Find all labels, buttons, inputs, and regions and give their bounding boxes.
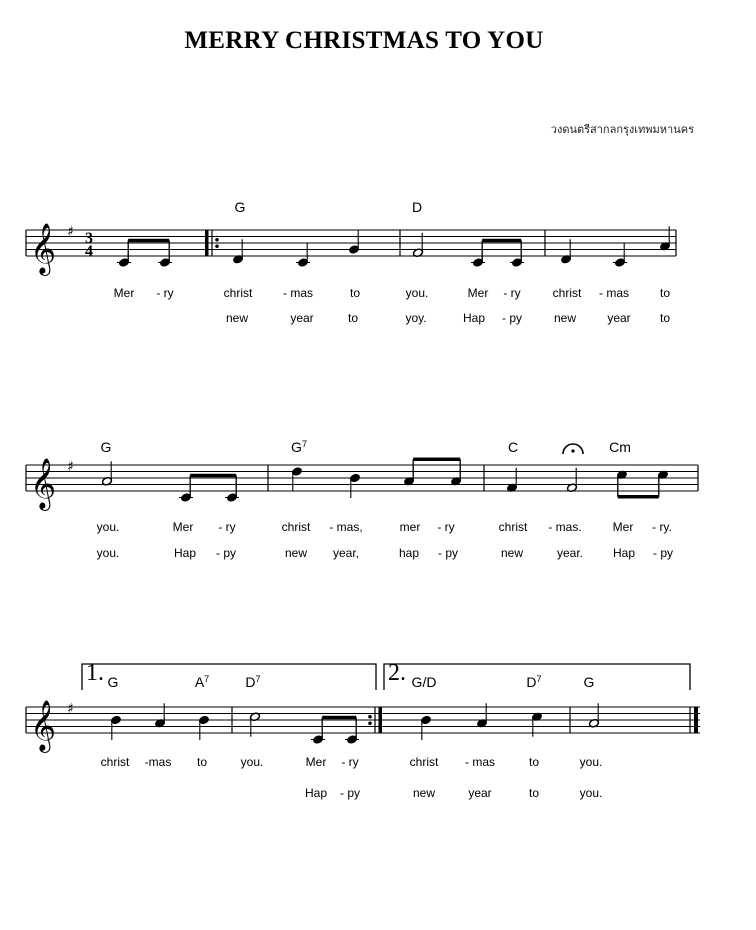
- lyric-syllable: -mas: [144, 755, 172, 769]
- time-signature-bottom: 4: [85, 243, 93, 260]
- lyric-syllable: Hap: [612, 546, 636, 560]
- repeat-thick-bar: [379, 707, 383, 733]
- lyric-syllable: you.: [96, 520, 120, 534]
- lyric-syllable: christ: [498, 520, 528, 534]
- chord-symbol: D: [411, 199, 423, 215]
- arranger-credit: วงดนตรีสากลกรุงเทพมหานคร: [550, 123, 694, 136]
- lyric-syllable: you.: [240, 755, 264, 769]
- lyric-syllable: Mer: [172, 520, 194, 534]
- lyric-syllable: year,: [332, 546, 360, 560]
- fermata-dot: [571, 449, 574, 452]
- chord-symbol: G: [583, 674, 595, 690]
- first-ending-bracket: [82, 664, 376, 690]
- lyric-syllable: to: [528, 755, 540, 769]
- time-signature-top: 3: [85, 230, 93, 247]
- lyric-syllable: you.: [579, 786, 603, 800]
- lyric-syllable: you.: [579, 755, 603, 769]
- lyric-syllable: - py: [215, 546, 237, 560]
- lyric-syllable: - ry.: [652, 520, 672, 534]
- lyric-syllable: - mas,: [329, 520, 363, 534]
- lyric-syllable: new: [500, 546, 524, 560]
- song-title: MERRY CHRISTMAS TO YOU: [184, 27, 544, 54]
- lyric-syllable: - ry: [218, 520, 236, 534]
- treble-clef: 𝄞: [30, 458, 57, 509]
- lyric-syllable: Mer: [113, 286, 135, 300]
- lyric-syllable: christ: [223, 286, 253, 300]
- chord-symbol: G/D: [411, 674, 437, 690]
- lyric-syllable: Mer: [612, 520, 634, 534]
- lyric-syllable: christ: [552, 286, 582, 300]
- chord-symbol: Cm: [609, 439, 631, 455]
- first-ending-label: 1.: [86, 660, 104, 686]
- lyric-syllable: Mer: [305, 755, 327, 769]
- repeat-dot: [215, 244, 219, 248]
- key-signature-sharp: ♯: [67, 701, 74, 717]
- lyric-syllable: year: [468, 786, 492, 800]
- lyric-syllable: - py: [501, 311, 523, 325]
- lyric-syllable: - ry: [503, 286, 521, 300]
- key-signature-sharp: ♯: [67, 459, 74, 475]
- lyric-syllable: - mas: [283, 286, 313, 300]
- lyric-syllable: year: [290, 311, 314, 325]
- lyric-syllable: new: [225, 311, 249, 325]
- chord-symbol: G: [100, 439, 112, 455]
- lyric-syllable: to: [349, 286, 361, 300]
- key-signature-sharp: ♯: [67, 224, 74, 240]
- chord-symbol: G: [234, 199, 246, 215]
- chord-symbol: G: [107, 674, 119, 690]
- lyric-syllable: christ: [281, 520, 311, 534]
- lyric-syllable: to: [659, 286, 671, 300]
- lyric-syllable: you.: [405, 286, 429, 300]
- lyric-syllable: to: [196, 755, 208, 769]
- lyric-syllable: mer: [399, 520, 421, 534]
- lyric-syllable: year.: [556, 546, 584, 560]
- lyric-syllable: to: [659, 311, 671, 325]
- treble-clef: 𝄞: [30, 700, 57, 751]
- lyric-syllable: new: [553, 311, 577, 325]
- lyric-syllable: - mas.: [548, 520, 582, 534]
- lyric-syllable: new: [412, 786, 436, 800]
- lyric-syllable: Hap: [462, 311, 486, 325]
- lyric-syllable: - mas: [599, 286, 629, 300]
- lyric-syllable: - ry: [341, 755, 359, 769]
- chord-symbol: $G^7$: [291, 439, 307, 455]
- chord-symbol: $D^7$: [526, 674, 542, 690]
- lyric-syllable: Hap: [304, 786, 328, 800]
- final-thick-bar: [694, 707, 698, 733]
- lyric-syllable: christ: [409, 755, 439, 769]
- lyric-syllable: - py: [437, 546, 459, 560]
- lyric-syllable: - py: [652, 546, 674, 560]
- lyric-syllable: to: [347, 311, 359, 325]
- lyric-syllable: Mer: [467, 286, 489, 300]
- lyric-syllable: - ry: [156, 286, 174, 300]
- lyric-syllable: you.: [96, 546, 120, 560]
- lyric-syllable: - ry: [437, 520, 455, 534]
- chord-symbol: $D^7$: [245, 674, 261, 690]
- lyric-syllable: new: [284, 546, 308, 560]
- chord-symbol: $A^7$: [194, 674, 210, 690]
- lyric-syllable: - py: [339, 786, 361, 800]
- repeat-dot: [368, 721, 372, 725]
- repeat-dot: [368, 715, 372, 719]
- lyric-syllable: hap: [398, 546, 420, 560]
- treble-clef: 𝄞: [30, 223, 57, 274]
- repeat-dot: [215, 238, 219, 242]
- lyric-syllable: to: [528, 786, 540, 800]
- chord-symbol: C: [507, 439, 519, 455]
- lyric-syllable: yoy.: [405, 311, 427, 325]
- lyric-syllable: christ: [100, 755, 130, 769]
- lyric-syllable: Hap: [173, 546, 197, 560]
- lyric-syllable: year: [607, 311, 631, 325]
- lyric-syllable: - mas: [465, 755, 495, 769]
- second-ending-label: 2.: [388, 660, 406, 686]
- repeat-thick-bar: [205, 230, 209, 256]
